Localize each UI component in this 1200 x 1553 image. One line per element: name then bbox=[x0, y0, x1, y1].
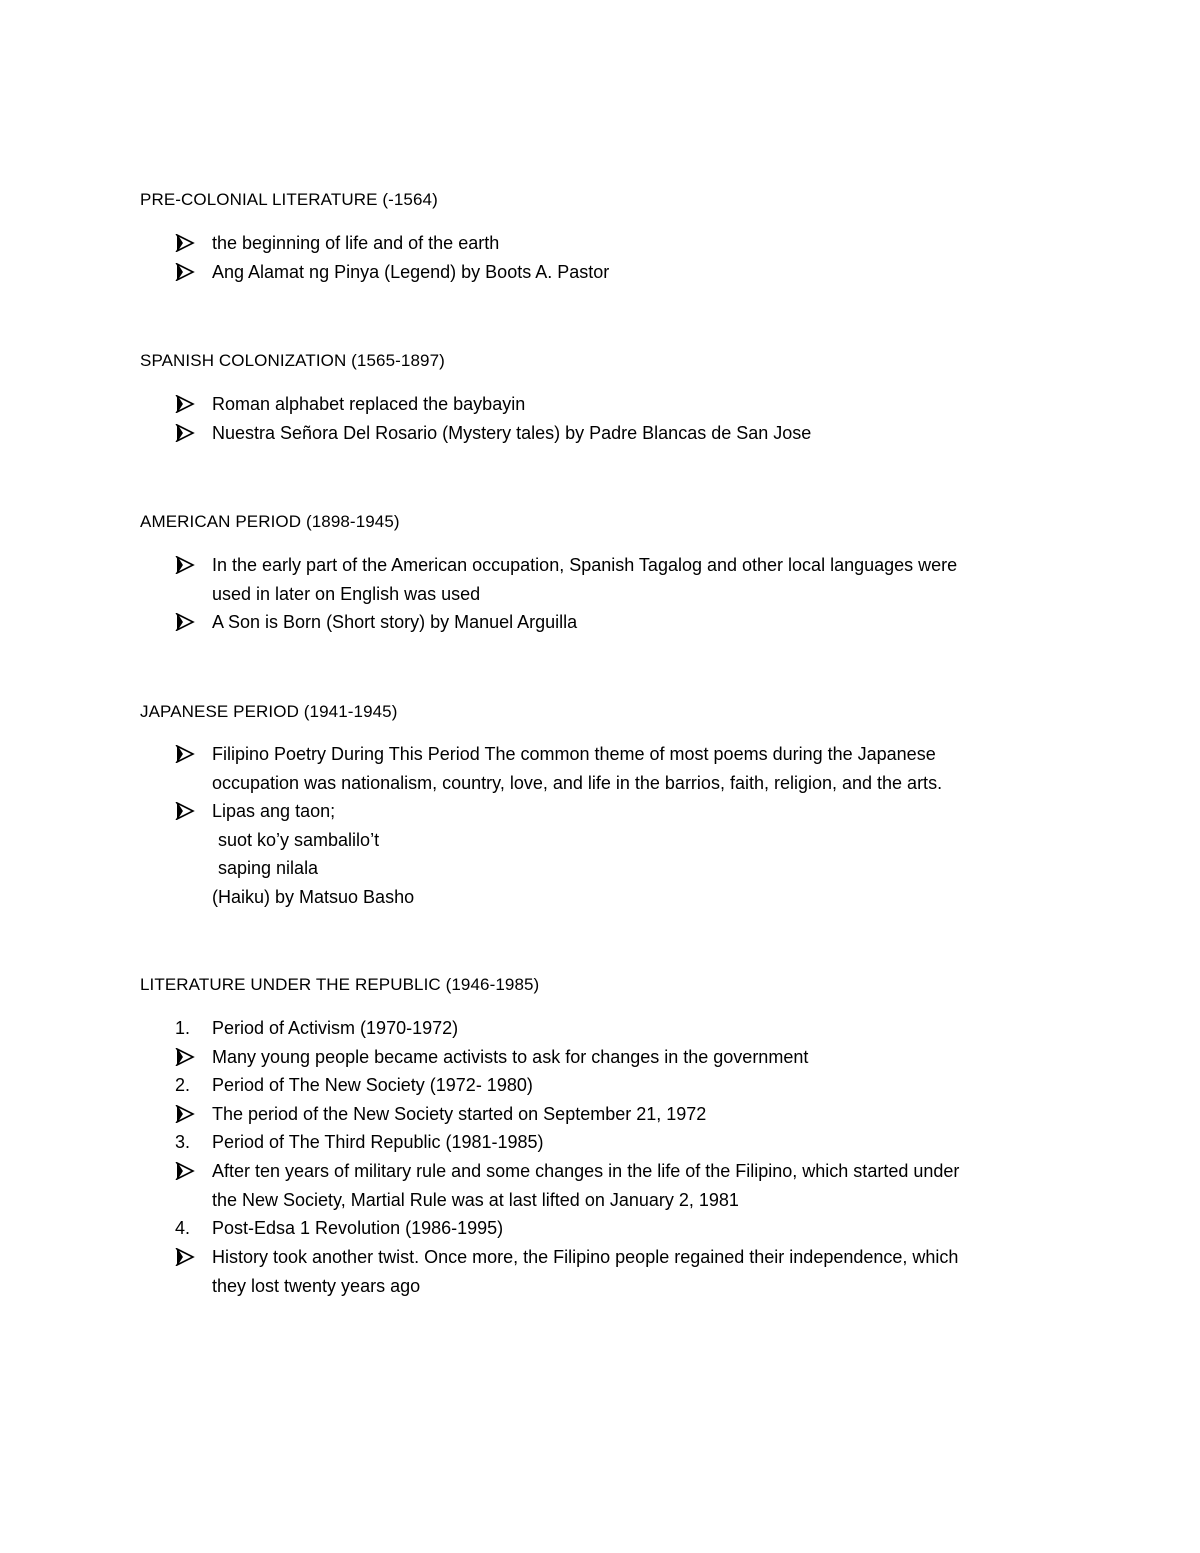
arrow-bullet-icon bbox=[175, 740, 205, 768]
item-text: Nuestra Señora Del Rosario (Mystery tales) by Padre Blancas de San Jose bbox=[212, 423, 812, 443]
poem-line: saping nilala bbox=[218, 858, 319, 878]
item-text: Period of The Third Republic (1981-1985) bbox=[212, 1132, 544, 1152]
item-text: occupation was nationalism, country, love, and life in the barrios, faith, religion, and the arts. bbox=[212, 772, 943, 793]
item-text: Filipino Poetry During This Period The common theme of most poems during the Japanese bbox=[212, 744, 936, 764]
list-number: 4. bbox=[175, 1218, 191, 1238]
arrow-bullet-icon bbox=[175, 608, 205, 636]
numbered-item bbox=[175, 1071, 1055, 1100]
list-item bbox=[175, 419, 1055, 448]
list-item bbox=[175, 1157, 1055, 1214]
poem-line: Lipas ang taon; bbox=[212, 801, 336, 821]
item-text: Many young people became activists to ask for changes in the government bbox=[212, 1047, 809, 1067]
item-text: the New Society, Martial Rule was at last lifted on January 2, 1981 bbox=[212, 1189, 739, 1210]
list-item bbox=[175, 258, 1055, 287]
list-number: 3. bbox=[175, 1132, 191, 1152]
list-item bbox=[175, 229, 1055, 258]
item-text: History took another twist. Once more, the Filipino people regained their independence, which bbox=[212, 1247, 959, 1267]
arrow-bullet-icon bbox=[175, 419, 205, 447]
list-item bbox=[175, 1043, 1055, 1072]
item-text: Roman alphabet replaced the baybayin bbox=[212, 394, 526, 414]
numbered-item bbox=[175, 1014, 1055, 1043]
item-text: used in later on English was used bbox=[212, 583, 481, 604]
section-heading-japanese: JAPANESE PERIOD (1941-1945) bbox=[140, 702, 398, 721]
item-text: they lost twenty years ago bbox=[212, 1275, 421, 1296]
arrow-bullet-icon bbox=[175, 1243, 205, 1271]
item-text: A Son is Born (Short story) by Manuel Arguilla bbox=[212, 612, 578, 632]
list-item bbox=[175, 1243, 1055, 1300]
section-heading-spanish: SPANISH COLONIZATION (1565-1897) bbox=[140, 351, 445, 370]
list-item bbox=[175, 551, 1055, 608]
numbered-item bbox=[175, 1128, 1055, 1157]
list-number: 2. bbox=[175, 1075, 191, 1095]
arrow-bullet-icon bbox=[175, 1157, 205, 1185]
list-item bbox=[175, 390, 1055, 419]
arrow-bullet-icon bbox=[175, 229, 205, 257]
item-text: After ten years of military rule and some changes in the life of the Filipino, which started under bbox=[212, 1161, 960, 1181]
item-text: Post-Edsa 1 Revolution (1986-1995) bbox=[212, 1218, 504, 1238]
arrow-bullet-icon bbox=[175, 258, 205, 286]
list-number: 1. bbox=[175, 1018, 191, 1038]
item-text: the beginning of life and of the earth bbox=[212, 233, 500, 253]
section-heading-american: AMERICAN PERIOD (1898-1945) bbox=[140, 512, 400, 531]
item-text: In the early part of the American occupation, Spanish Tagalog and other local languages were bbox=[212, 555, 958, 575]
item-text: Ang Alamat ng Pinya (Legend) by Boots A. Pastor bbox=[212, 262, 610, 282]
arrow-bullet-icon bbox=[175, 1100, 205, 1128]
list-item bbox=[175, 1100, 1055, 1129]
arrow-bullet-icon bbox=[175, 1043, 205, 1071]
section-heading-republic: LITERATURE UNDER THE REPUBLIC (1946-1985) bbox=[140, 975, 540, 994]
list-item bbox=[175, 608, 1055, 637]
arrow-bullet-icon bbox=[175, 390, 205, 418]
poem-line: suot ko’y sambalilo’t bbox=[218, 829, 380, 850]
poem-attribution: (Haiku) by Matsuo Basho bbox=[212, 886, 415, 907]
item-text: Period of Activism (1970-1972) bbox=[212, 1018, 459, 1038]
list-item bbox=[175, 740, 1055, 797]
numbered-item bbox=[175, 1214, 1055, 1243]
arrow-bullet-icon bbox=[175, 551, 205, 579]
arrow-bullet-icon bbox=[175, 797, 205, 825]
list-item bbox=[175, 797, 1055, 911]
section-heading-pre-colonial: PRE-COLONIAL LITERATURE (-1564) bbox=[140, 190, 438, 209]
item-text: Period of The New Society (1972- 1980) bbox=[212, 1075, 533, 1095]
item-text: The period of the New Society started on September 21, 1972 bbox=[212, 1104, 707, 1124]
